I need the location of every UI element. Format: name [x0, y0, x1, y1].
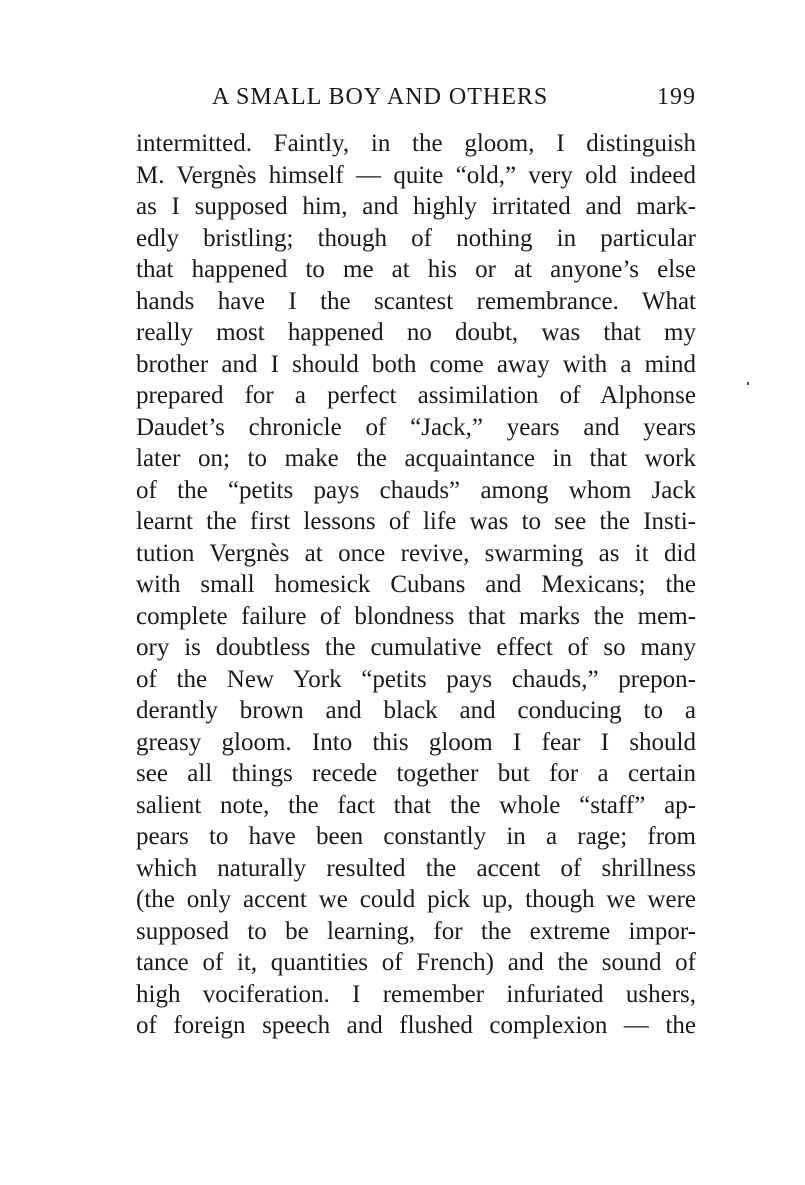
text-line: (the only accent we could pick up, though we were [136, 886, 696, 913]
body-text [136, 128, 696, 1042]
text-line: really most happened no doubt, was that my [136, 319, 696, 346]
text-line: complete failure of blondness that marks the mem- [136, 602, 696, 630]
text-line: tution Vergnès at once revive, swarming as it did [136, 539, 696, 567]
text-line: which naturally resulted the accent of shrillness [136, 854, 696, 882]
running-title: A SMALL BOY AND OTHERS [212, 84, 549, 110]
text-line: edly bristling; though of nothing in particular [136, 224, 696, 252]
text-line: supposed to be learning, for the extreme impor- [136, 917, 696, 945]
text-line: of foreign speech and flushed complexion — the [136, 1012, 696, 1039]
text-line: prepared for a perfect assimilation of Alphonse [136, 382, 696, 409]
text-line: tance of it, quantities of French) and the sound of [136, 949, 696, 976]
text-line: with small homesick Cubans and Mexicans; the [136, 571, 696, 598]
text-line: derantly brown and black and conducing to a [136, 697, 696, 724]
text-line: Daudet’s chronicle of “Jack,” years and years [136, 413, 696, 441]
text-line: high vociferation. I remember infuriated ushers, [136, 980, 696, 1008]
text-line: learnt the first lessons of life was to see the Insti- [136, 508, 696, 535]
text-line: as I supposed him, and highly irritated and mark- [136, 193, 696, 220]
text-line: ory is doubtless the cumulative effect of so many [136, 634, 696, 661]
text-line: hands have I the scantest remembrance. What [136, 287, 696, 315]
text-line: see all things recede together but for a certain [136, 760, 696, 787]
text-line: pears to have been constantly in a rage; from [136, 823, 696, 850]
text-line: later on; to make the acquaintance in that work [136, 445, 696, 472]
print-speck [747, 382, 749, 385]
text-line: brother and I should both come away with a mind [136, 350, 696, 378]
text-line: salient note, the fact that the whole “staff” ap- [136, 791, 696, 819]
text-line: greasy gloom. Into this gloom I fear I should [136, 728, 696, 756]
text-line: that happened to me at his or at anyone’s else [136, 256, 696, 283]
page-number: 199 [657, 84, 696, 110]
text-line: of the New York “petits pays chauds,” prepon- [136, 665, 696, 693]
text-line: M. Vergnès himself — quite “old,” very old indeed [136, 161, 696, 189]
text-line: intermitted. Faintly, in the gloom, I distinguish [136, 130, 696, 157]
text-line: of the “petits pays chauds” among whom Jack [136, 476, 696, 504]
running-head [136, 84, 696, 114]
